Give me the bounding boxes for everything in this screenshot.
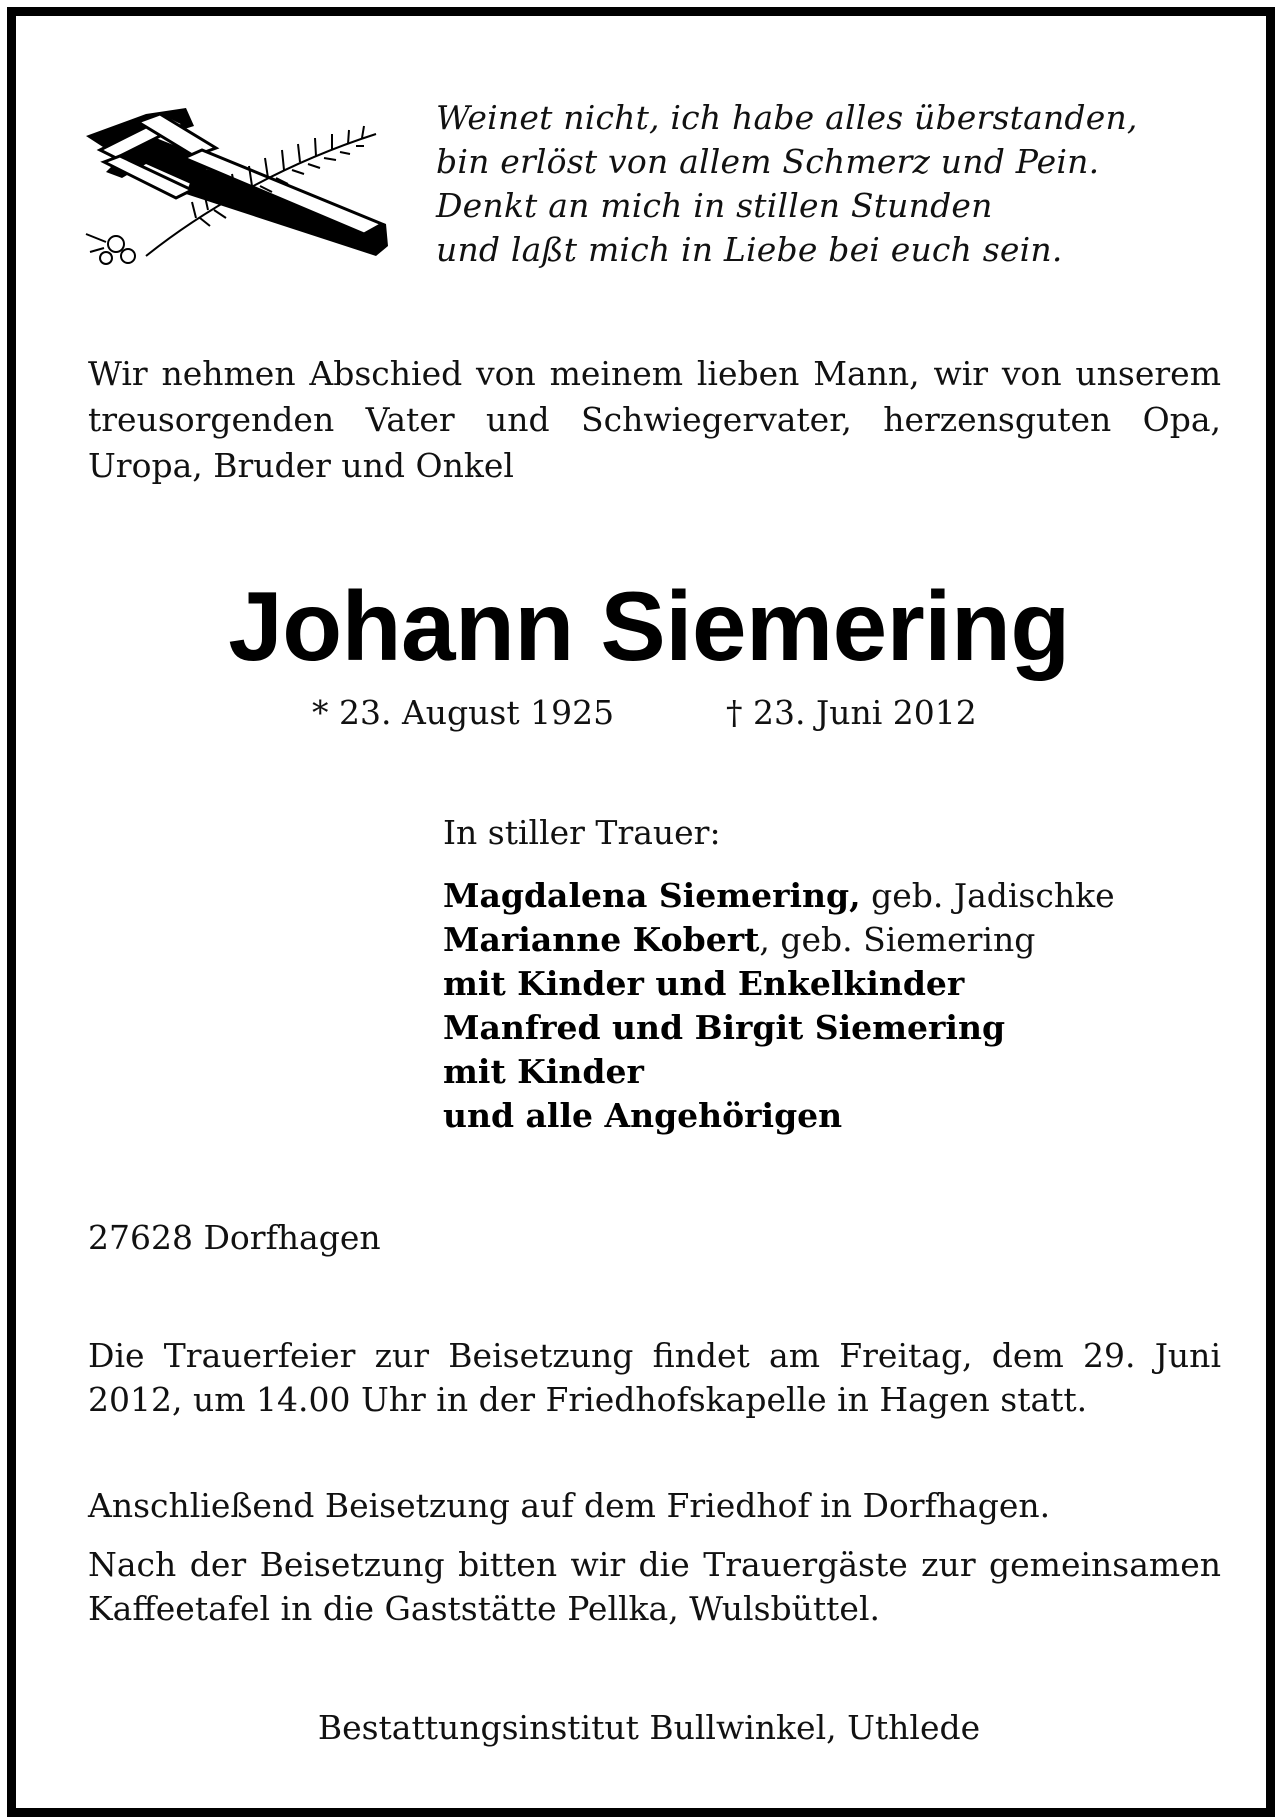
- cross-with-palm-branch-icon: [76, 106, 421, 276]
- mourner-line: [443, 1006, 1115, 1050]
- burial-text: Anschließend Beisetzung auf dem Friedhof in Dorfhagen.: [88, 1486, 1051, 1525]
- poem: [436, 96, 1138, 272]
- mourner-line: [443, 1094, 1115, 1138]
- poem-line: und laßt mich in Liebe bei euch sein.: [436, 230, 1063, 269]
- death-date: † 23. Juni 2012: [726, 693, 977, 732]
- mourner-name: Marianne Kobert: [443, 920, 760, 959]
- mourner-line: [443, 918, 1115, 962]
- poem-line: bin erlöst von allem Schmerz und Pein.: [436, 142, 1100, 181]
- birth-date: * 23. August 1925: [312, 693, 615, 732]
- mourning-label: In stiller Trauer:: [443, 813, 721, 852]
- mourner-name: mit Kinder: [443, 1052, 644, 1091]
- mourner-note: geb. Jadischke: [860, 876, 1115, 915]
- mourners-list: [443, 874, 1115, 1138]
- mourner-note: , geb. Siemering: [759, 920, 1036, 959]
- ceremony-text: Die Trauerfeier zur Beisetzung findet am Freitag, dem 29. Juni 2012, um 14.00 Uhr in der Friedhofskapelle in Hagen statt.: [88, 1336, 1221, 1419]
- mourner-name: mit Kinder und Enkelkinder: [443, 964, 965, 1003]
- coffee-text: Nach der Beisetzung bitten wir die Trauergäste zur gemeinsamen Kaffeetafel in die Gaststätte Pellka, Wulsbüttel.: [88, 1545, 1221, 1628]
- mourner-line: [443, 1050, 1115, 1094]
- undertaker: Bestattungsinstitut Bullwinkel, Uthlede: [317, 1708, 981, 1747]
- poem-line: Denkt an mich in stillen Stunden: [436, 186, 993, 225]
- intro-text: Wir nehmen Abschied von meinem lieben Mann, wir von unserem treusorgenden Vater und Schwiegervater, herzensguten Opa, Uropa, Bruder und Onkel: [88, 354, 1221, 485]
- mourner-name: Manfred und Birgit Siemering: [443, 1008, 1006, 1047]
- poem-line: Weinet nicht, ich habe alles überstanden,: [436, 98, 1138, 137]
- obituary-notice: [7, 7, 1275, 1817]
- mourner-name: und alle Angehörigen: [443, 1096, 843, 1135]
- place: 27628 Dorfhagen: [88, 1218, 381, 1257]
- deceased-name: Johann Siemering: [228, 571, 1070, 681]
- mourner-name: Magdalena Siemering,: [443, 876, 861, 915]
- mourner-line: [443, 962, 1115, 1006]
- mourner-line: [443, 874, 1115, 918]
